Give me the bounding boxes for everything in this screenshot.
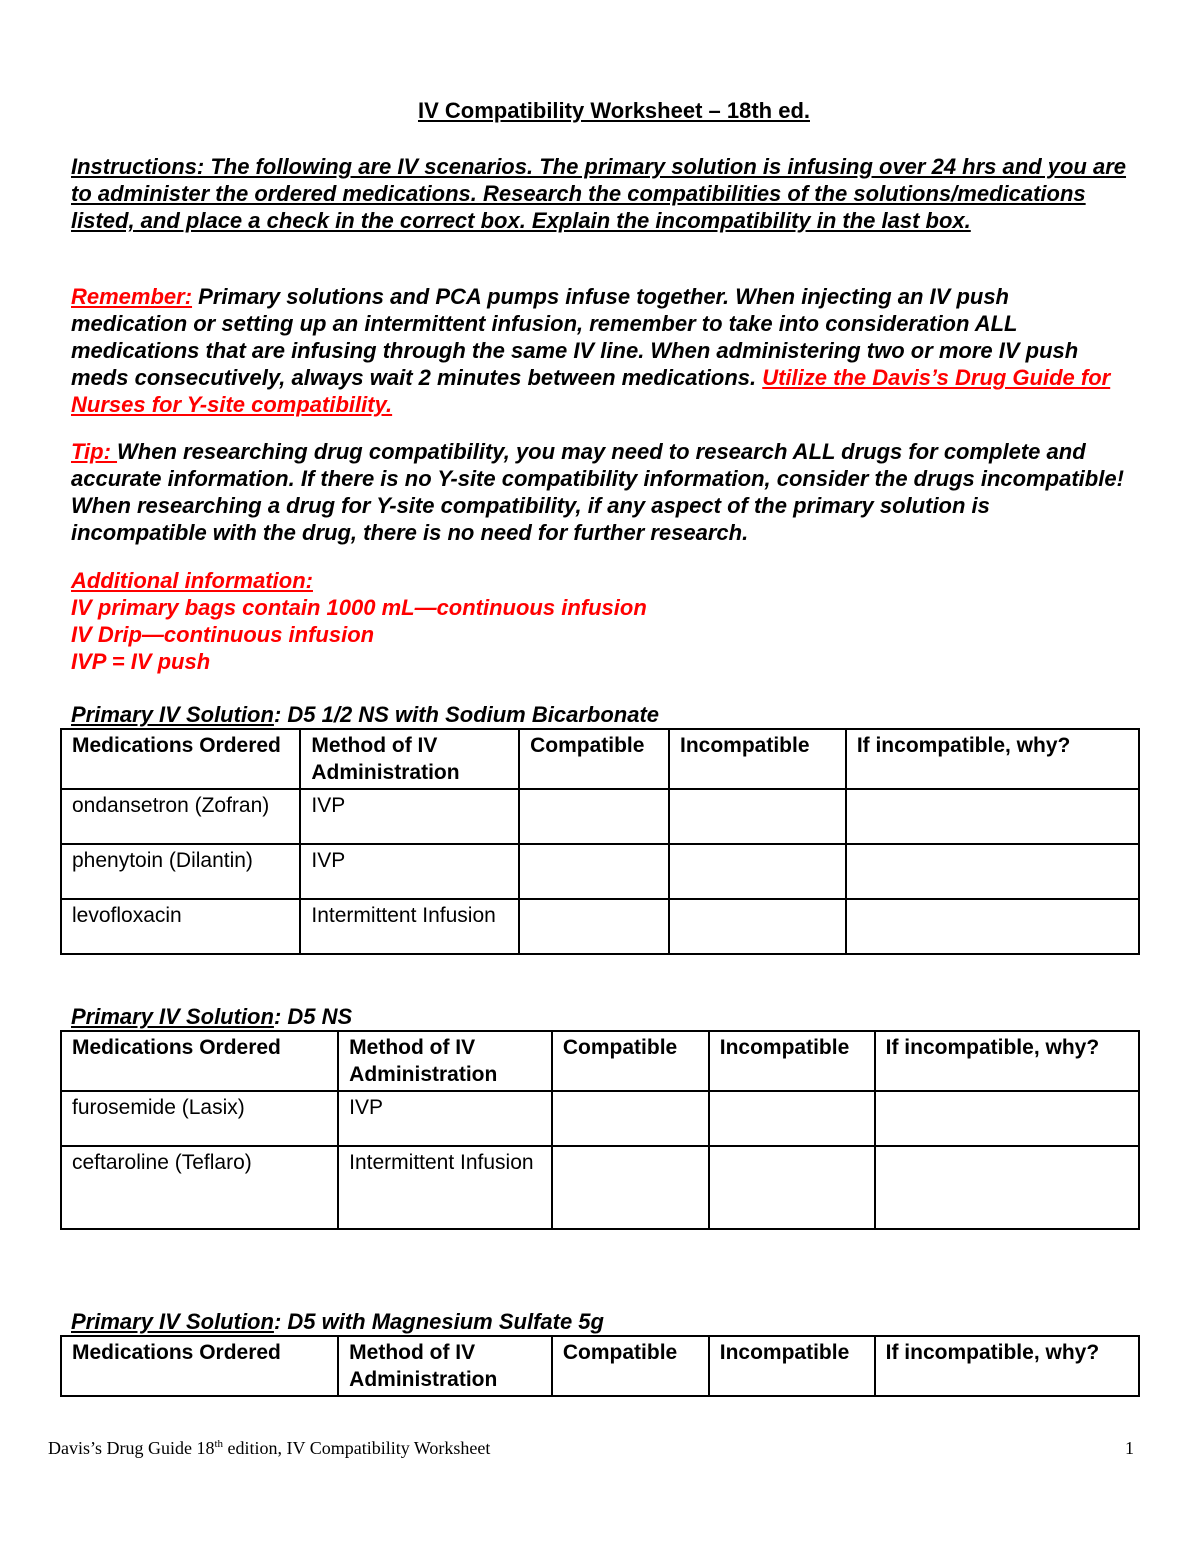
- column-header: Compatible: [519, 729, 669, 789]
- compatible-cell[interactable]: [519, 844, 669, 899]
- table-row: [61, 899, 1139, 954]
- remember-note: [71, 283, 1131, 418]
- column-header: Incompatible: [669, 729, 846, 789]
- footer-post: edition, IV Compatibility Worksheet: [223, 1438, 491, 1458]
- table-header-row: [61, 729, 1139, 789]
- medication-cell: furosemide (Lasix): [61, 1091, 338, 1146]
- method-cell: IVP: [338, 1091, 552, 1146]
- solution-label: Primary IV Solution: [71, 1004, 274, 1029]
- compatibility-table-1: [60, 728, 1140, 955]
- column-header: Medications Ordered: [61, 1336, 338, 1396]
- tip-note: [71, 438, 1131, 546]
- reason-cell[interactable]: [875, 1091, 1139, 1146]
- table-row: [61, 789, 1139, 844]
- incompatible-cell[interactable]: [709, 1146, 875, 1229]
- method-cell: Intermittent Infusion: [300, 899, 519, 954]
- method-cell: IVP: [300, 844, 519, 899]
- additional-label: Additional information:: [71, 568, 313, 593]
- solution-value: : D5 with Magnesium Sulfate 5g: [273, 1309, 604, 1334]
- solution-label: Primary IV Solution: [71, 1309, 274, 1334]
- medication-cell: phenytoin (Dilantin): [61, 844, 300, 899]
- remember-label: Remember:: [71, 284, 193, 309]
- medication-cell: ceftaroline (Teflaro): [61, 1146, 338, 1229]
- compatible-cell[interactable]: [519, 899, 669, 954]
- medication-cell: ondansetron (Zofran): [61, 789, 300, 844]
- table-row: [61, 844, 1139, 899]
- solution-value: : D5 1/2 NS with Sodium Bicarbonate: [273, 702, 660, 727]
- tip-label: Tip:: [71, 439, 118, 464]
- table-header-row: [61, 1031, 1139, 1091]
- instructions: Instructions: The following are IV scenarios. The primary solution is infusing over 24 hrs and you are to administer the ordered medications. Research the compatibilities of the solutions/medications listed, and place a check in the correct box. Explain the incompatibility in the last box.: [71, 154, 1127, 233]
- incompatible-cell[interactable]: [669, 789, 846, 844]
- footer-text: [48, 1438, 490, 1459]
- reason-cell[interactable]: [846, 899, 1139, 954]
- incompatible-cell[interactable]: [669, 899, 846, 954]
- method-cell: IVP: [300, 789, 519, 844]
- table-row: [61, 1091, 1139, 1146]
- compatible-cell[interactable]: [552, 1091, 709, 1146]
- medication-cell: levofloxacin: [61, 899, 300, 954]
- column-header: If incompatible, why?: [875, 1336, 1139, 1396]
- remember-link: Utilize the Davis’s Drug Guide for Nurses for Y-site compatibility.: [71, 365, 1111, 417]
- reason-cell[interactable]: [846, 789, 1139, 844]
- additional-line: IV primary bags contain 1000 mL—continuous infusion: [71, 595, 647, 620]
- table-row: [61, 1146, 1139, 1229]
- solution-heading-2: [71, 1004, 352, 1030]
- compatibility-table-3: [60, 1335, 1140, 1397]
- column-header: Compatible: [552, 1336, 709, 1396]
- column-header: Method of IV Administration: [338, 1336, 552, 1396]
- incompatible-cell[interactable]: [669, 844, 846, 899]
- footer-sup: th: [214, 1438, 224, 1450]
- column-header: Method of IV Administration: [338, 1031, 552, 1091]
- solution-heading-1: [71, 702, 659, 728]
- table-header-row: [61, 1336, 1139, 1396]
- page-number: 1: [1125, 1438, 1134, 1458]
- tip-text: When researching drug compatibility, you may need to research ALL drugs for complete and accurate information. If there is no Y-site compatibility information, consider the drugs incompatible! When researching a drug for Y-site compatibility, if any aspect of the primary solution is incompatible with the drug, there is no need for further research.: [71, 439, 1124, 545]
- solution-heading-3: [71, 1309, 604, 1335]
- incompatible-cell[interactable]: [709, 1091, 875, 1146]
- column-header: Medications Ordered: [61, 729, 300, 789]
- method-cell: Intermittent Infusion: [338, 1146, 552, 1229]
- column-header: Incompatible: [709, 1031, 875, 1091]
- remember-text: Primary solutions and PCA pumps infuse together. When injecting an IV push medication or setting up an intermittent infusion, remember to take into consideration ALL medications that are infusing through the same IV line. When administering two or more IV push meds consecutively, always wait 2 minutes between medications.: [71, 284, 1079, 390]
- reason-cell[interactable]: [875, 1146, 1139, 1229]
- column-header: Medications Ordered: [61, 1031, 338, 1091]
- column-header: Method of IV Administration: [300, 729, 519, 789]
- solution-label: Primary IV Solution: [71, 702, 274, 727]
- page-title: IV Compatibility Worksheet – 18th ed.: [417, 98, 810, 123]
- column-header: Compatible: [552, 1031, 709, 1091]
- compatible-cell[interactable]: [519, 789, 669, 844]
- reason-cell[interactable]: [846, 844, 1139, 899]
- additional-line: IVP = IV push: [71, 649, 211, 674]
- compatible-cell[interactable]: [552, 1146, 709, 1229]
- column-header: Incompatible: [709, 1336, 875, 1396]
- additional-line: IV Drip—continuous infusion: [71, 622, 375, 647]
- additional-info: [71, 567, 1131, 675]
- solution-value: : D5 NS: [273, 1004, 353, 1029]
- column-header: If incompatible, why?: [875, 1031, 1139, 1091]
- compatibility-table-2: [60, 1030, 1140, 1230]
- footer-pre: Davis’s Drug Guide 18: [48, 1438, 215, 1458]
- column-header: If incompatible, why?: [846, 729, 1139, 789]
